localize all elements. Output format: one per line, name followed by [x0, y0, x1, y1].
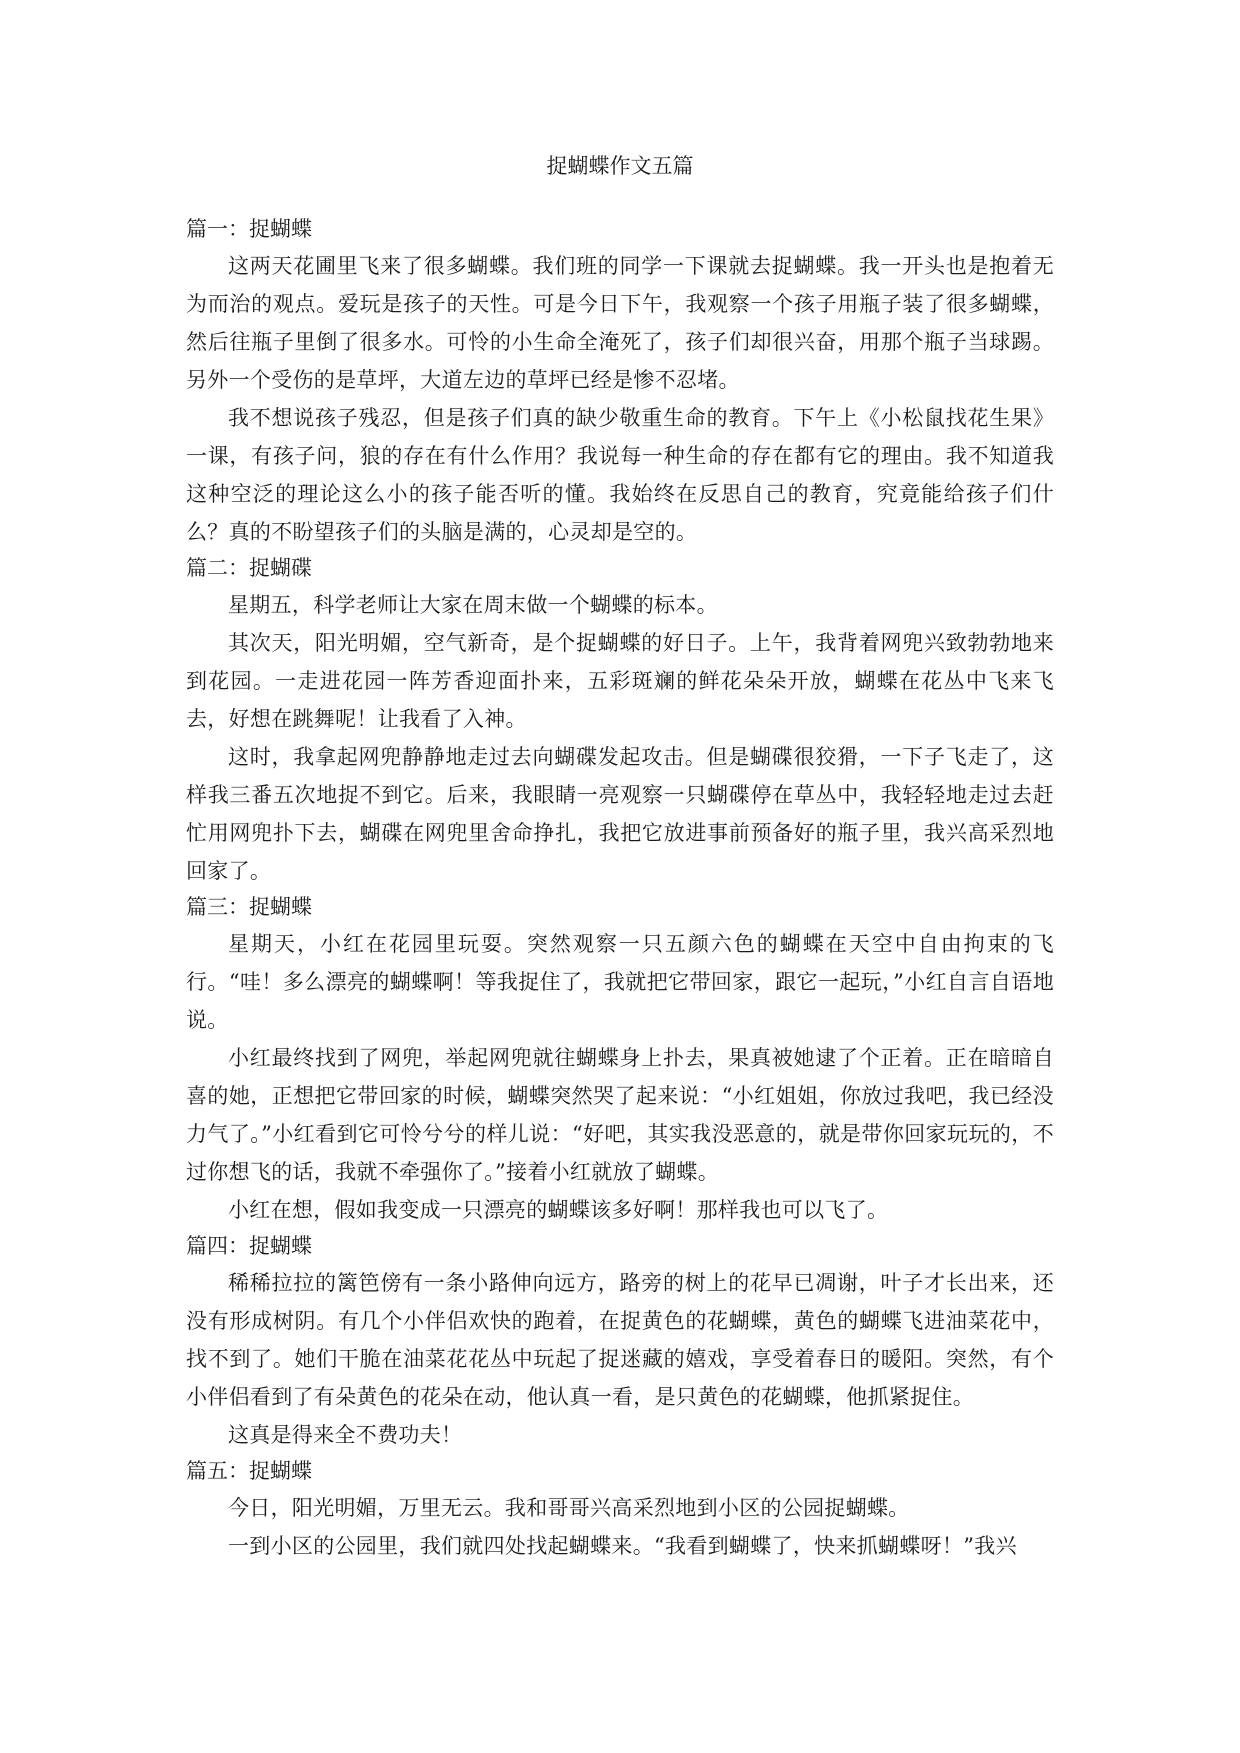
section-heading: 篇二：捉蝴碟 [186, 556, 312, 580]
paragraph: 星期五，科学老师让大家在周末做一个蝴蝶的标本。 [228, 593, 718, 617]
section-heading: 篇四：捉蝴蝶 [186, 1234, 312, 1258]
section-heading: 篇一：捉蝴蝶 [186, 217, 312, 241]
paragraph: 今日，阳光明媚，万里无云。我和哥哥兴高采烈地到小区的公园捉蝴蝶。 [228, 1496, 910, 1520]
section-1 [186, 212, 1054, 551]
section-heading: 篇五：捉蝴蝶 [186, 1459, 312, 1483]
paragraph: 稀稀拉拉的篱笆傍有一条小路伸向远方，路旁的树上的花早已凋谢，叶子才长出来，还没有形成树阴。有几个小伴侣欢快的跑着，在捉黄色的花蝴蝶，黄色的蝴蝶飞进油菜花中，找不到了。她们干脆在油菜花花丛中玩起了捉迷藏的嬉戏，享受着春日的暖阳。突然，有个小伴侣看到了有朵黄色的花朵在动，他认真一看，是只黄色的花蝴蝶，他抓紧捉住。 [186, 1271, 1054, 1409]
section-5 [186, 1454, 1054, 1565]
section-3 [186, 890, 1054, 1229]
paragraph: 一到小区的公园里，我们就四处找起蝴蝶来。“我看到蝴蝶了，快来抓蝴蝶呀！”我兴 [228, 1534, 1017, 1558]
paragraph: 这时，我拿起网兜静静地走过去向蝴碟发起攻击。但是蝴碟很狡猾，一下子飞走了，这样我三番五次地捉不到它。后来，我眼睛一亮观察一只蝴碟停在草丛中，我轻轻地走过去赶忙用网兜扑下去，蝴碟在网兜里舍命挣扎，我把它放进事前预备好的瓶子里，我兴高采烈地回家了。 [186, 745, 1054, 883]
paragraph: 星期天，小红在花园里玩耍。突然观察一只五颜六色的蝴蝶在天空中自由拘束的飞行。“哇！多么漂亮的蝴蝶啊！等我捉住了，我就把它带回家，跟它一起玩，”小红自言自语地说。 [186, 932, 1054, 1032]
section-heading: 篇三：捉蝴蝶 [186, 895, 312, 919]
paragraph: 这两天花圃里飞来了很多蝴蝶。我们班的同学一下课就去捉蝴蝶。我一开头也是抱着无为而治的观点。爱玩是孩子的天性。可是今日下午，我观察一个孩子用瓶子装了很多蝴蝶，然后往瓶子里倒了很多水。可怜的小生命全淹死了，孩子们却很兴奋，用那个瓶子当球踢。另外一个受伤的是草坪，大道左边的草坪已经是惨不忍堵。 [186, 254, 1054, 392]
document-title: 捉蝴蝶作文五篇 [546, 154, 694, 178]
section-2 [186, 551, 1054, 890]
paragraph: 这真是得来全不费功夫！ [228, 1423, 463, 1447]
paragraph: 小红在想，假如我变成一只漂亮的蝴蝶该多好啊！那样我也可以飞了。 [228, 1198, 889, 1222]
document-body [186, 212, 1054, 1565]
paragraph: 其次天，阳光明媚，空气新奇，是个捉蝴蝶的好日子。上午，我背着网兜兴致勃勃地来到花园。一走进花园一阵芳香迎面扑来，五彩斑斓的鲜花朵朵开放，蝴蝶在花丛中飞来飞去，好想在跳舞呢！让我看了入神。 [186, 631, 1054, 731]
paragraph: 我不想说孩子残忍，但是孩子们真的缺少敬重生命的教育。下午上《小松鼠找花生果》一课，有孩子问，狼的存在有什么作用？我说每一种生命的存在都有它的理由。我不知道我这种空泛的理论这么小的孩子能否听的懂。我始终在反思自己的教育，究竟能给孩子们什么？真的不盼望孩子们的头脑是满的，心灵却是空的。 [186, 406, 1054, 544]
section-4 [186, 1229, 1054, 1454]
paragraph: 小红最终找到了网兜，举起网兜就往蝴蝶身上扑去，果真被她逮了个正着。正在暗暗自喜的她，正想把它带回家的时候，蝴蝶突然哭了起来说：“小红姐姐，你放过我吧，我已经没力气了。”小红看到它可怜兮兮的样儿说：“好吧，其实我没恶意的，就是带你回家玩玩的，不过你想飞的话，我就不牵强你了。”接着小红就放了蝴蝶。 [186, 1046, 1054, 1184]
